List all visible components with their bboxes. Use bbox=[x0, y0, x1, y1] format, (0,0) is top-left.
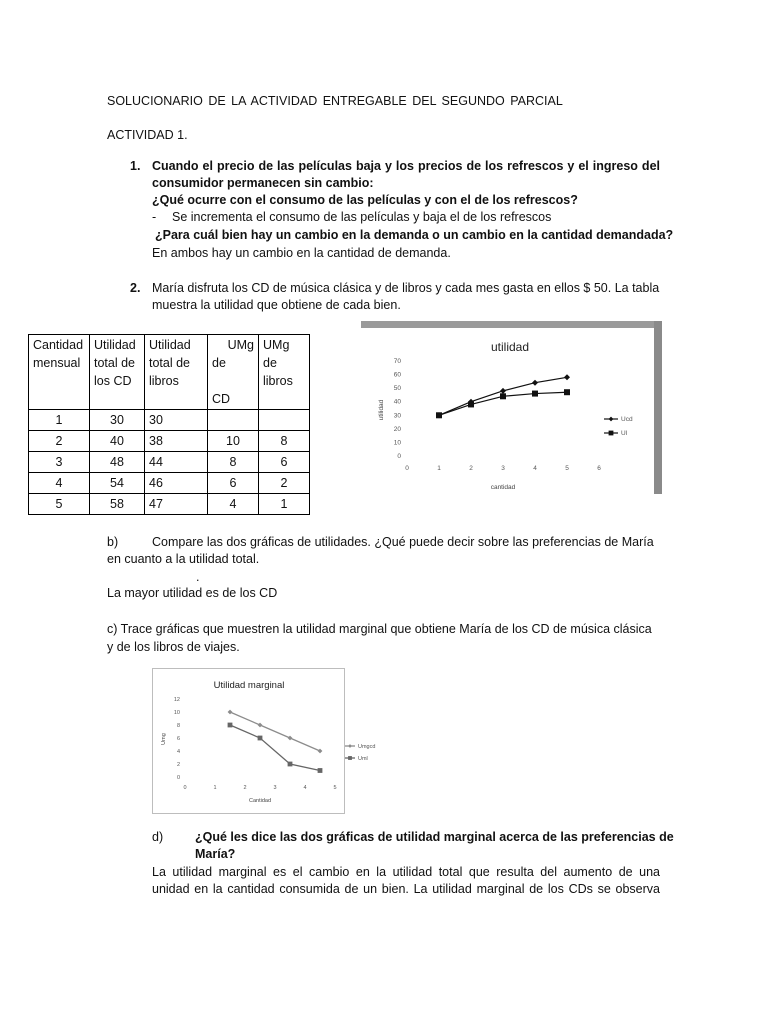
x-tick-label: 3 bbox=[273, 785, 277, 791]
chart-frame-shadow-top bbox=[361, 321, 662, 328]
header-text: Utilidad bbox=[94, 338, 136, 352]
legend-label-Ul: Ul bbox=[621, 430, 628, 437]
q1-answer2: En ambos hay un cambio en la cantidad de demanda. bbox=[152, 246, 451, 260]
y-tick-label: 4 bbox=[176, 749, 180, 755]
data-point-Umgcd bbox=[288, 736, 293, 741]
table-cell: 48 bbox=[90, 452, 145, 473]
chart-title: utilidad bbox=[490, 340, 530, 354]
table-cell: 8 bbox=[259, 431, 310, 452]
table-cell bbox=[259, 410, 310, 431]
x-tick-label: 6 bbox=[597, 465, 601, 472]
x-tick-label: 2 bbox=[243, 785, 247, 791]
qb-line2: en cuanto a la utilidad total. bbox=[107, 552, 260, 566]
table-header-row bbox=[29, 335, 310, 410]
qd-label: d) bbox=[152, 830, 164, 844]
header-text: libros bbox=[149, 374, 179, 388]
x-tick-label: 1 bbox=[437, 465, 441, 472]
table-cell: 58 bbox=[90, 494, 145, 515]
q2-line2: muestra la utilidad que obtiene de cada bien. bbox=[152, 298, 401, 312]
chart-title: Utilidad marginal bbox=[213, 680, 285, 691]
q1-line4: ¿Para cuál bien hay un cambio en la demanda o un cambio en la cantidad demandada? bbox=[155, 228, 674, 242]
table-cell: 44 bbox=[145, 452, 208, 473]
y-axis-label: utilidad bbox=[378, 399, 385, 421]
table-cell: 10 bbox=[208, 431, 259, 452]
x-tick-label: 4 bbox=[533, 465, 537, 472]
table-cell: 30 bbox=[90, 410, 145, 431]
table-cell: 6 bbox=[259, 452, 310, 473]
x-tick-label: 0 bbox=[183, 785, 187, 791]
header-text bbox=[212, 372, 254, 390]
table-cell: 5 bbox=[29, 494, 90, 515]
header-text: Utilidad bbox=[149, 338, 191, 352]
legend-marker-Ucd bbox=[609, 417, 614, 422]
table-row bbox=[29, 452, 310, 473]
header-utilidad-libros bbox=[145, 335, 208, 410]
table-cell: 38 bbox=[145, 431, 208, 452]
y-tick-label: 40 bbox=[393, 398, 401, 406]
table-cell: 4 bbox=[208, 494, 259, 515]
q1-number: 1. bbox=[130, 159, 141, 173]
chart-utilidad bbox=[361, 328, 654, 494]
y-tick-label: 12 bbox=[173, 697, 180, 703]
qb-label: b) bbox=[107, 535, 119, 549]
utility-table bbox=[28, 334, 310, 515]
qb-answer: La mayor utilidad es de los CD bbox=[107, 586, 278, 600]
qb-dot: . bbox=[196, 570, 200, 584]
header-text: Cantidad bbox=[33, 338, 84, 352]
chart-utilidad-marginal bbox=[153, 669, 376, 813]
legend-marker-Ul bbox=[609, 431, 614, 436]
table-cell: 40 bbox=[90, 431, 145, 452]
legend-label-Ucd: Ucd bbox=[621, 416, 633, 423]
y-tick-label: 10 bbox=[393, 439, 401, 447]
data-point-Ucd bbox=[564, 374, 570, 380]
table-row bbox=[29, 494, 310, 515]
data-point-Umgcd bbox=[228, 710, 233, 715]
data-point-Uml bbox=[288, 762, 293, 767]
q1-line3: ¿Qué ocurre con el consumo de las películas y con el de los refrescos? bbox=[152, 193, 578, 207]
qd-line2: María? bbox=[195, 847, 236, 861]
table-cell: 8 bbox=[208, 452, 259, 473]
y-tick-label: 6 bbox=[176, 736, 180, 742]
chart-frame-shadow-right bbox=[654, 321, 662, 494]
x-tick-label: 0 bbox=[405, 465, 409, 472]
q1-answer1: Se incrementa el consumo de las películas y baja el de los refrescos bbox=[172, 210, 552, 224]
qd-answer-line1: La utilidad marginal es el cambio en la utilidad total que resulta del aumento de una bbox=[152, 865, 660, 879]
y-tick-label: 0 bbox=[397, 453, 401, 460]
x-tick-label: 3 bbox=[501, 465, 505, 472]
y-tick-label: 60 bbox=[393, 371, 401, 379]
data-point-Ul bbox=[564, 389, 570, 395]
x-tick-label: 1 bbox=[213, 785, 217, 791]
table-cell: 47 bbox=[145, 494, 208, 515]
q2-number: 2. bbox=[130, 281, 141, 295]
legend-label-Umgcd: Umgcd bbox=[358, 744, 376, 750]
y-tick-label: 30 bbox=[393, 412, 401, 420]
header-text: total de bbox=[149, 356, 191, 370]
header-text: de bbox=[212, 356, 226, 370]
table-cell: 6 bbox=[208, 473, 259, 494]
header-text: los CD bbox=[94, 374, 132, 388]
data-point-Uml bbox=[318, 768, 323, 773]
y-axis-label: Umg bbox=[161, 733, 167, 745]
table-cell: 4 bbox=[29, 473, 90, 494]
data-point-Umgcd bbox=[258, 723, 263, 728]
table-cell bbox=[208, 410, 259, 431]
legend-marker-Uml bbox=[348, 756, 352, 760]
table-row bbox=[29, 473, 310, 494]
x-tick-label: 4 bbox=[303, 785, 307, 791]
data-point-Uml bbox=[228, 723, 233, 728]
x-axis-label: Cantidad bbox=[248, 798, 272, 804]
qd-answer-line2: unidad en la cantidad consumida de un bien. La utilidad marginal de los CDs se observa bbox=[152, 882, 660, 896]
q1-line1: Cuando el precio de las películas baja y los precios de los refrescos y el ingreso del bbox=[152, 159, 660, 173]
header-cantidad bbox=[29, 335, 90, 410]
header-utilidad-cd bbox=[90, 335, 145, 410]
data-point-Ucd bbox=[500, 388, 506, 394]
table-cell: 46 bbox=[145, 473, 208, 494]
data-point-Ul bbox=[468, 401, 474, 407]
header-text: libros bbox=[263, 374, 293, 388]
legend-marker-Umgcd bbox=[348, 744, 352, 748]
header-text: de bbox=[263, 356, 277, 370]
x-tick-label: 2 bbox=[469, 465, 473, 472]
table-cell: 1 bbox=[29, 410, 90, 431]
header-text: total de bbox=[94, 356, 136, 370]
data-point-Umgcd bbox=[318, 749, 323, 754]
header-text: UMg bbox=[227, 338, 254, 352]
x-axis-label: cantidad bbox=[490, 484, 516, 491]
y-tick-label: 2 bbox=[176, 762, 180, 768]
q1-line2: consumidor permanecen sin cambio: bbox=[152, 176, 374, 190]
table-cell: 2 bbox=[29, 431, 90, 452]
header-text: CD bbox=[212, 392, 231, 406]
y-tick-label: 20 bbox=[393, 425, 401, 433]
header-text: UMg bbox=[263, 338, 290, 352]
table-cell: 54 bbox=[90, 473, 145, 494]
header-text: mensual bbox=[33, 356, 81, 370]
data-point-Ucd bbox=[532, 380, 538, 386]
header-umg-libros bbox=[259, 335, 310, 410]
data-point-Uml bbox=[258, 736, 263, 741]
data-point-Ul bbox=[500, 393, 506, 399]
table-cell: 30 bbox=[145, 410, 208, 431]
y-tick-label: 50 bbox=[393, 385, 401, 393]
activity-heading: ACTIVIDAD 1. bbox=[107, 128, 188, 142]
q1-bullet: - bbox=[152, 210, 157, 224]
y-tick-label: 0 bbox=[176, 775, 180, 781]
qd-line1: ¿Qué les dice las dos gráficas de utilidad marginal acerca de las preferencias de bbox=[195, 830, 674, 844]
legend-label-Uml: Uml bbox=[358, 756, 368, 762]
header-umg-cd bbox=[208, 335, 259, 410]
table-row bbox=[29, 410, 310, 431]
data-point-Ul bbox=[436, 412, 442, 418]
y-tick-label: 8 bbox=[176, 723, 180, 729]
table-row bbox=[29, 431, 310, 452]
x-tick-label: 5 bbox=[565, 465, 569, 472]
x-tick-label: 5 bbox=[333, 785, 337, 791]
document-title: SOLUCIONARIO DE LA ACTIVIDAD ENTREGABLE DEL SEGUNDO PARCIAL bbox=[107, 94, 563, 108]
table-cell: 3 bbox=[29, 452, 90, 473]
y-tick-label: 70 bbox=[393, 358, 401, 365]
table-cell: 1 bbox=[259, 494, 310, 515]
data-point-Ul bbox=[532, 391, 538, 397]
qc-line1: c) Trace gráficas que muestren la utilidad marginal que obtiene María de los CD de música clásica bbox=[107, 622, 652, 636]
q2-line1: María disfruta los CD de música clásica y de libros y cada mes gasta en ellos $ 50. La tabla bbox=[152, 281, 660, 295]
qc-line2: y de los libros de viajes. bbox=[107, 640, 240, 654]
table-cell: 2 bbox=[259, 473, 310, 494]
qb-line1: Compare las dos gráficas de utilidades. ¿Qué puede decir sobre las preferencias de María bbox=[152, 535, 654, 549]
y-tick-label: 10 bbox=[173, 710, 180, 716]
